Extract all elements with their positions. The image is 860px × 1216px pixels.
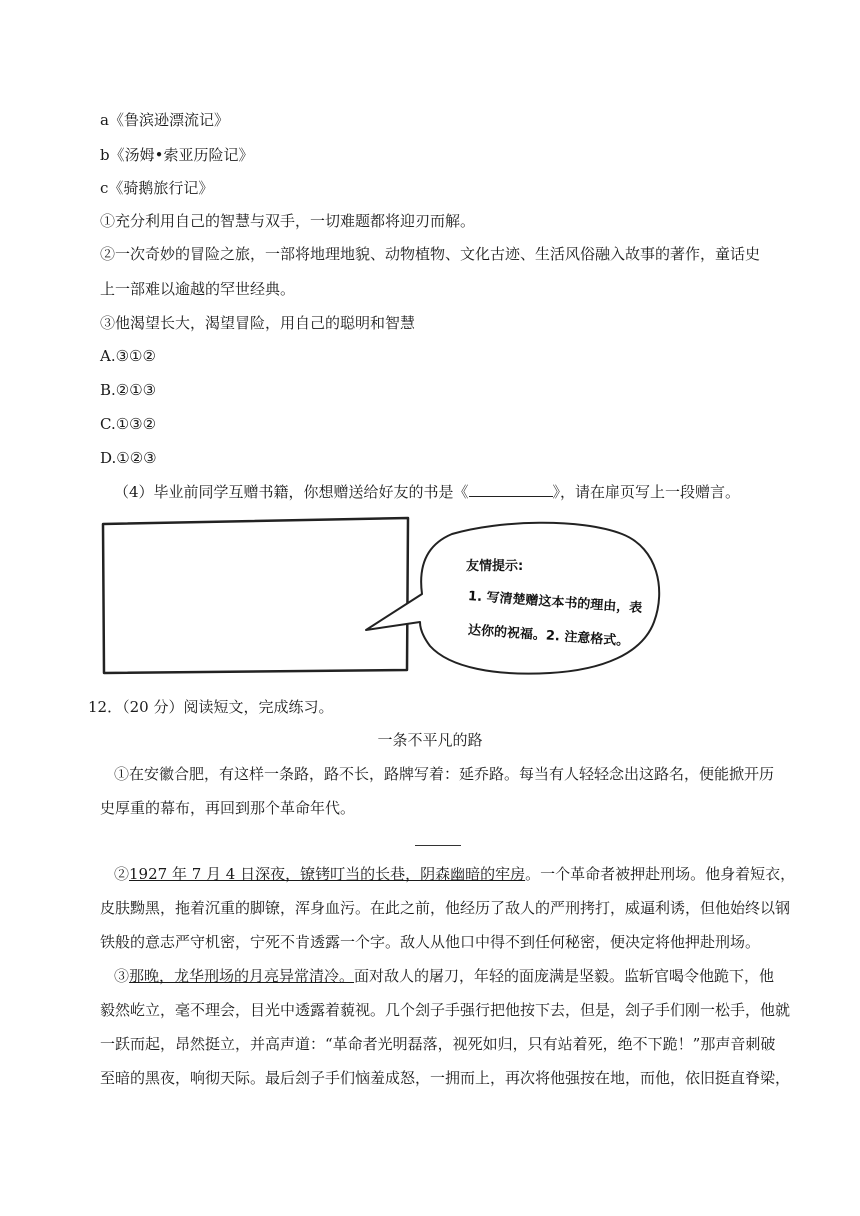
book-option-a: a《鲁滨逊漂流记》 <box>100 111 229 129</box>
book-title-blank[interactable] <box>469 482 553 497</box>
question-12-header: 12．（20 分）阅读短文，完成练习。 <box>88 698 334 716</box>
paragraph-3-marker: ③ <box>114 967 130 985</box>
hint-title: 友情提示: <box>466 559 524 574</box>
choice-c: C.①③② <box>100 415 157 433</box>
paragraph-3-line3: 一跃而起，昂然挺立，并高声道：“革命者光明磊落，视死如归，只有站着死，绝不下跪！”那声音刺破 <box>100 1035 776 1053</box>
description-3: ③他渴望长大，渴望冒险，用自己的聪明和智慧 <box>100 314 416 332</box>
book-option-c: c《骑鹅旅行记》 <box>100 179 214 197</box>
paragraph-2-underlined: 1927 年 7 月 4 日深夜，镣铐叮当的长巷，阴森幽暗的牢房 <box>129 865 526 883</box>
paragraph-3-underlined: 那晚，龙华刑场的月亮异常清冷。 <box>129 967 355 985</box>
book-option-b: b《汤姆•索亚历险记》 <box>100 146 254 164</box>
paragraph-2-line1 <box>114 864 795 884</box>
paragraph-1-line2: 史厚重的幕布，再回到那个革命年代。 <box>100 799 356 817</box>
question-4-text-after: 》，请在扉页写上一段赠言。 <box>552 483 741 501</box>
choice-d: D.①②③ <box>100 449 157 467</box>
paragraph-2-marker: ② <box>114 865 130 883</box>
description-1: ①充分利用自己的智慧与双手，一切难题都将迎刃而解。 <box>100 212 476 230</box>
question-4-text-before: （4）毕业前同学互赠书籍，你想赠送给好友的书是《 <box>114 483 469 501</box>
section-divider <box>415 845 461 846</box>
passage-title: 一条不平凡的路 <box>377 731 483 749</box>
paragraph-3-line4: 至暗的黑夜，响彻天际。最后刽子手们恼羞成怒，一拥而上，再次将他强按在地，而他，依旧挺直脊梁， <box>100 1069 791 1087</box>
paragraph-1-line1: ①在安徽合肥，有这样一条路，路不长，路牌写着：延乔路。每当有人轻轻念出这路名，便能掀开历 <box>114 765 775 783</box>
paragraph-3-line1 <box>114 966 774 986</box>
hint-line-2: 达你的祝福。2. 注意格式。 <box>467 623 630 650</box>
paragraph-2-rest: 。一个革命者被押赴刑场。他身着短衣， <box>525 865 796 883</box>
hint-line-1: 1. 写清楚赠这本书的理由，表 <box>467 589 643 617</box>
choice-b: B.②①③ <box>100 381 157 399</box>
choice-a: A.③①② <box>100 347 156 365</box>
question-4 <box>114 482 740 502</box>
description-2-line2: 上一部难以逾越的罕世经典。 <box>100 280 296 298</box>
description-2-line1: ②一次奇妙的冒险之旅，一部将地理地貌、动物植物、文化古迹、生活风俗融入故事的著作，童话史 <box>100 245 761 263</box>
paragraph-3-rest: 面对敌人的屠刀，年轻的面庞满是坚毅。监斩官喝令他跪下，他 <box>354 967 775 985</box>
paragraph-2-line2: 皮肤黝黑，拖着沉重的脚镣，浑身血污。在此之前，他经历了敌人的严刑拷打，威逼利诱，但他始终以钢 <box>100 899 791 917</box>
paragraph-2-line3: 铁般的意志严守机密，宁死不肯透露一个字。敌人从他口中得不到任何秘密，便决定将他押赴刑场。 <box>100 933 761 951</box>
paragraph-3-line2: 毅然屹立，毫不理会，目光中透露着藐视。几个刽子手强行把他按下去，但是，刽子手们刚一松手，他就 <box>100 1001 791 1019</box>
